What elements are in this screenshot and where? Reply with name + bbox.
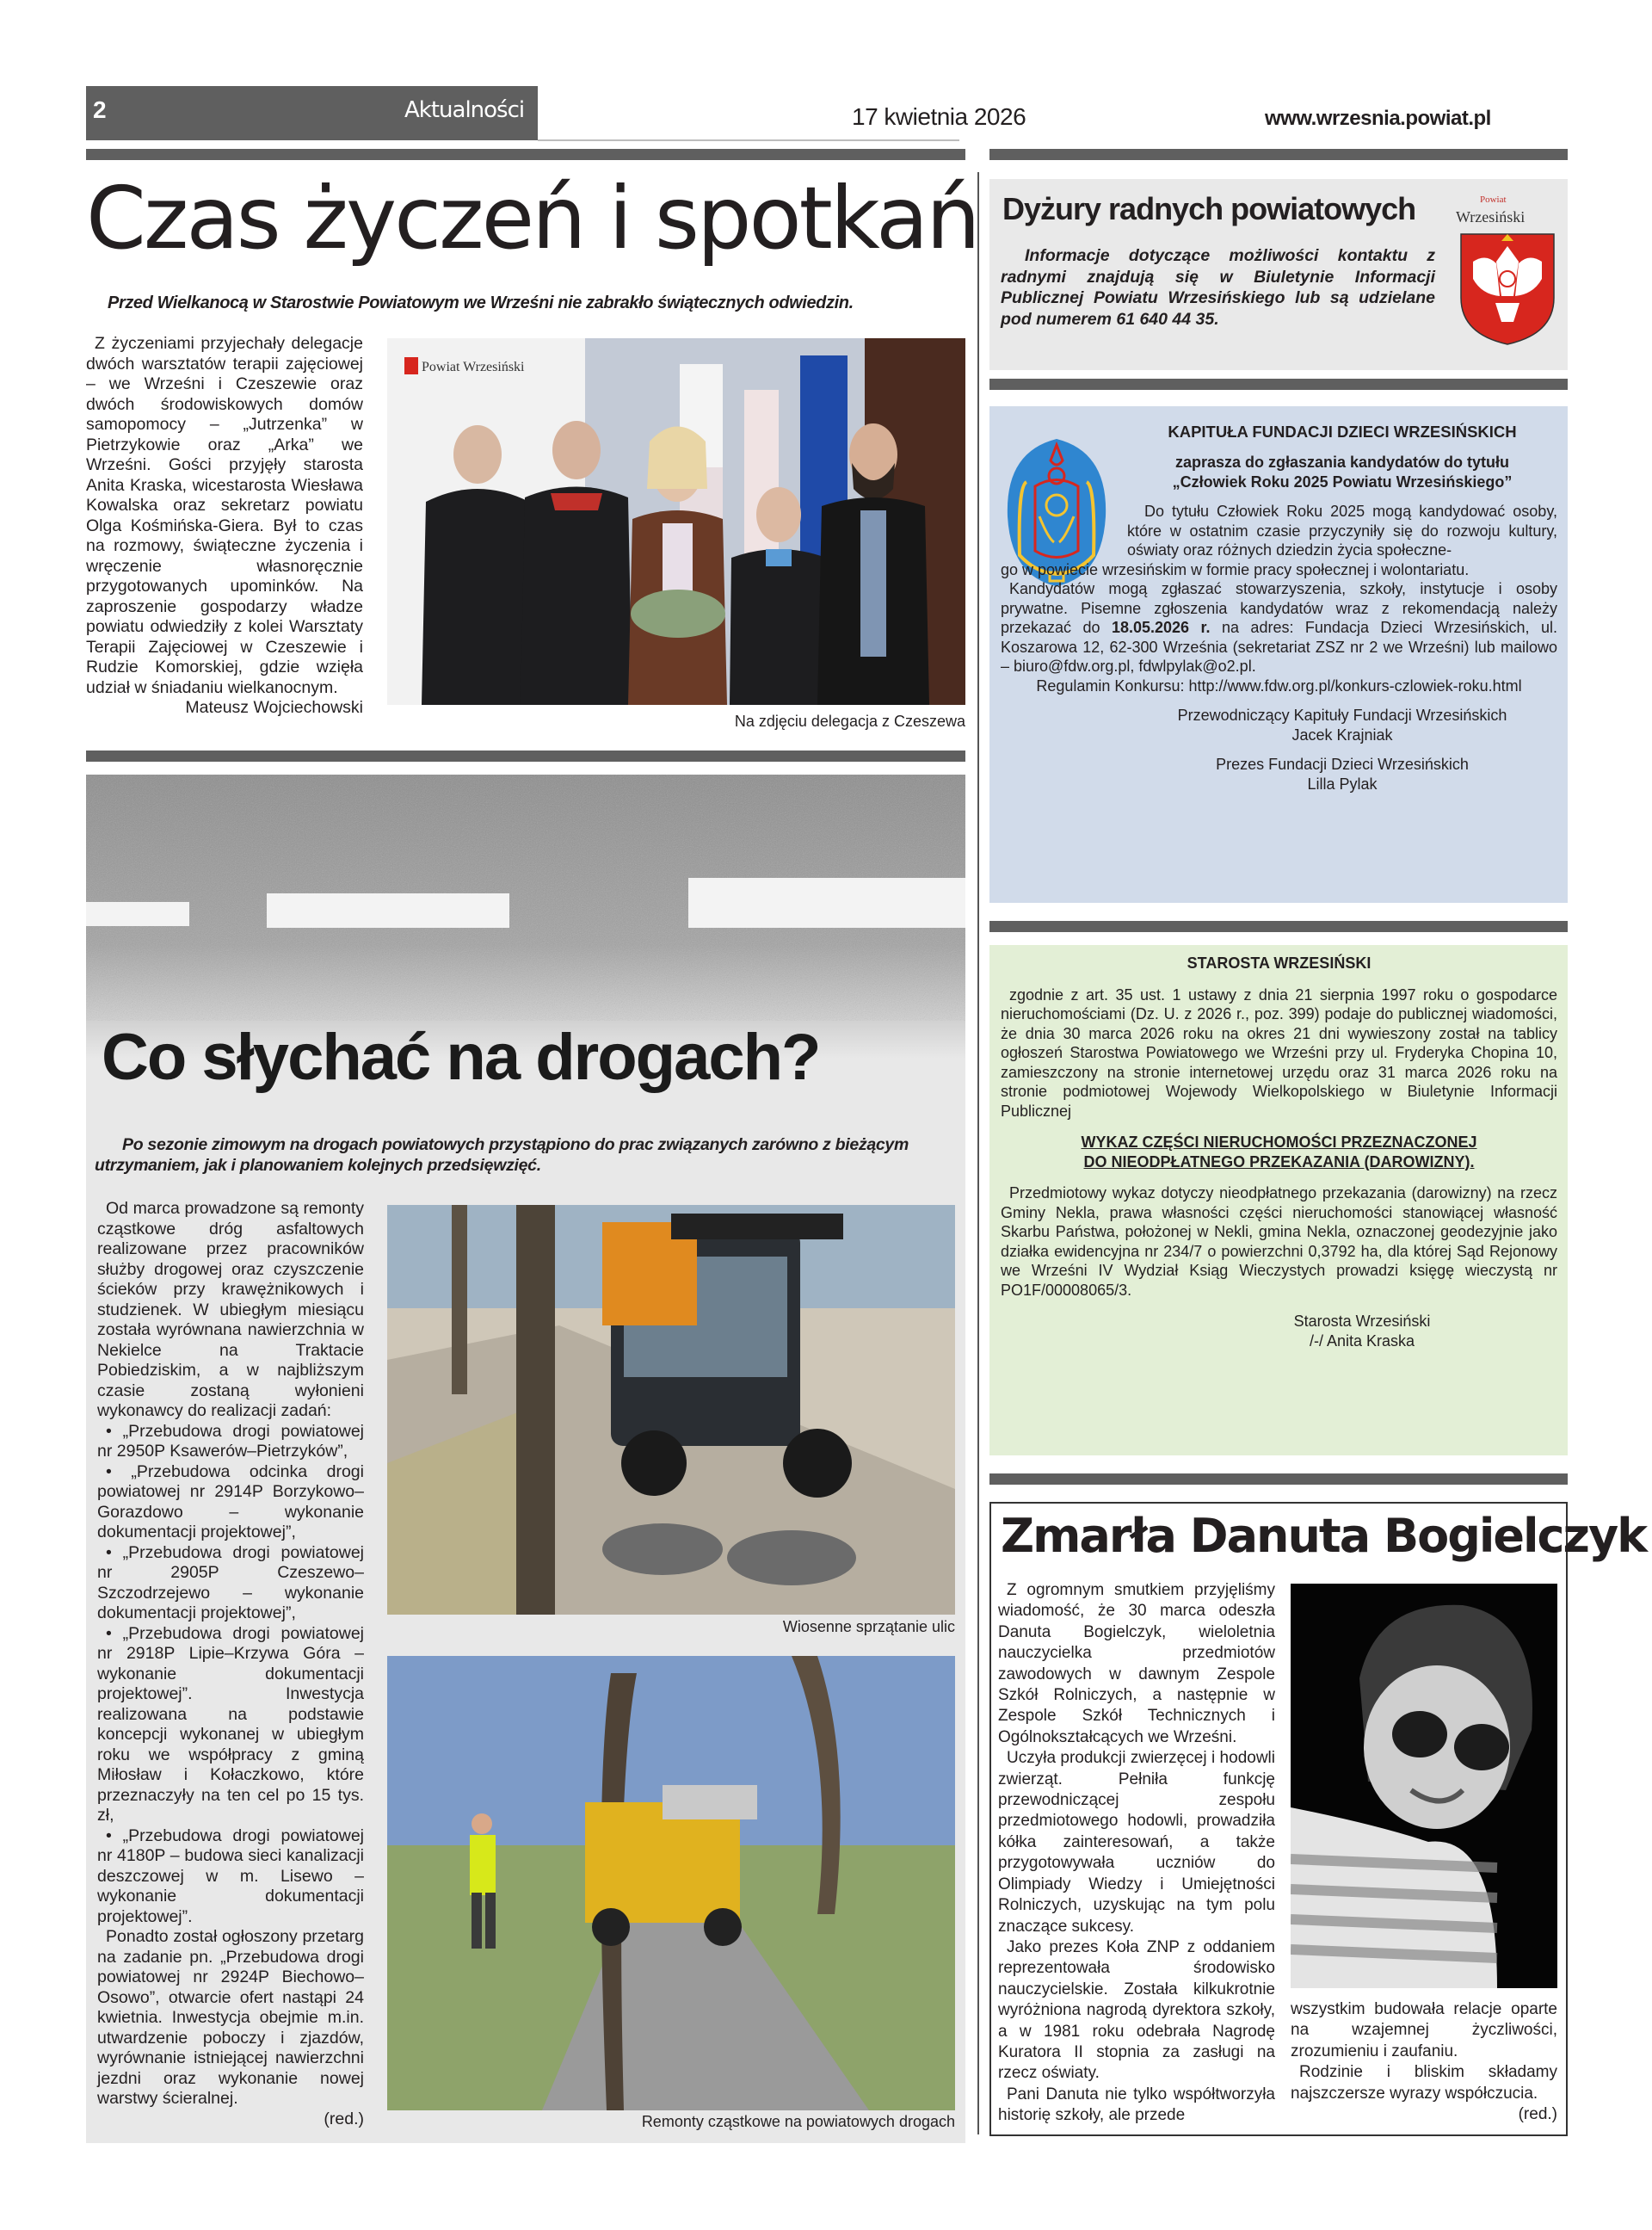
photo-caption: Remonty cząstkowe na powiatowych drogach [641, 2113, 955, 2130]
logo-small-text: Powiat [1480, 195, 1507, 205]
task-item: • „Przebudowa drogi powiatowej nr 2905P Czeszewo–Szczodrzejewo – wykonanie dokumentacji projektowej”, [97, 1542, 364, 1622]
article-title: Czas życzeń i spotkań [86, 168, 978, 269]
tree-trunk [516, 1205, 555, 1615]
article-body [86, 334, 363, 719]
obituary-paragraph: Z ogromnym smutkiem przyjęliśmy wiadomość, że 30 marca odeszła Danuta Bogielczyk, wieloletnia nauczycielka przedmiotów zawodowych w dawnym Zespole Szkół Rolniczych, a następnie w Zespole Szkół Technicznych i Ogólnokształcących we Wrześni. [998, 1581, 1275, 1746]
obituary-paragraph-continued: wszystkim budowała relacje oparte na wzajemnej życzliwości, zrozumieniu i zaufaniu. [1291, 2000, 1557, 2060]
signature-role: Starosta Wrzesiński [1293, 1313, 1431, 1330]
signature-name: /-/ Anita Kraska [1309, 1331, 1415, 1350]
divider-rule [989, 379, 1568, 390]
notice-title: Dyżury radnych powiatowych [1002, 191, 1416, 226]
obituary-paragraph: Jako prezes Koła ZNP z oddaniem reprezentowała środowisko nauczycielskie. Została kilkukrotnie wyróżniona nagrodą dyrektora szkoły, a w 1981 roku odebrała Nagrodę Kuratora II stopnia za zasługi na rzecz oświaty. [998, 1937, 1275, 2083]
foundation-paragraph [1001, 579, 1557, 676]
obituary-title: Zmarła Danuta Bogielczyk [1001, 1509, 1647, 1563]
header-underline [538, 139, 959, 141]
task-item: • „Przebudowa drogi powiatowej nr 2950P Ksawerów–Pietrzyków”, [97, 1421, 364, 1461]
starosta-paragraph: zgodnie z art. 35 ust. 1 ustawy z dnia 21 sierpnia 1997 roku o gospodarce nieruchomościami (Dz. U. z 2026 r., poz. 399) podaje do publicznej wiadomości, że dnia 30 marca 2026 roku na okres 21 dni wywieszony został na tablicy ogłoszeń Starostwa Powiatowego we Wrześni przy ul. Fryderyka Chopina 10, zamieszczony na stronie internetowej urzędu oraz 31 marca 2026 roku na stronie podmiotowej Wojewody Wielkopolskiego w Biuletynie Informacji Publicznej [1001, 985, 1557, 1120]
award-title: „Człowiek Roku 2025 Powiatu Wrzesińskiego” [1172, 473, 1513, 491]
crest-icon [404, 357, 418, 374]
article-author: (red.) [1518, 2105, 1557, 2124]
task-item: • „Przebudowa odcinka drogi powiatowej nr 2914P Borzykowo–Gorazdowo – wykonanie dokumentacji projektowej”, [97, 1461, 364, 1541]
article-lead: Po sezonie zimowym na drogach powiatowych przystąpiono do prac związanych zarówno z bieżącym utrzymaniem, jak i planowaniem kolejnych przedsięwzięć. [95, 1135, 909, 1175]
text-span: Kandydatów mogą zgłaszać stowarzyszenia, szkoły, instytucje i osoby prywatne. Pisemne zgłoszenia kandydatów wraz z rekomendacją należy przekazać do [1001, 580, 1557, 636]
deadline-date: 18.05.2026 r. [1111, 619, 1211, 636]
foundation-paragraph-continued: go w powiecie wrzesińskim w formie pracy społecznej i wolontariatu. [1001, 560, 1470, 578]
article-lead: Przed Wielkanocą w Starostwie Powiatowym we Wrześni nie zabrakło świątecznych odwiedzin. [108, 293, 854, 312]
portrait-photo [1291, 1584, 1557, 1988]
subheading-line: zaprasza do zgłaszania kandydatów do tytułu [1174, 454, 1510, 471]
obituary-body-continued [1291, 1999, 1557, 2125]
delegation-photo [387, 338, 965, 705]
section-title: Aktualności [404, 97, 525, 123]
wykaz-heading [1001, 1133, 1557, 1171]
signature-name: Jacek Krajniak [1291, 726, 1393, 744]
signature-block [1250, 1312, 1474, 1350]
signature-block [1127, 755, 1557, 794]
article-paragraph: Z życzeniami przyjechały delegacje dwóch warsztatów terapii zajęciowej – we Wrześni i Czeszewie oraz dwóch środowiskowych domów samopomocy – „Jutrzenka” w Pietrzykowie oraz „Arka” we Wrześni. Gości przyjęły starosta Anita Kraska, wicestarosta Wiesława Kowalska oraz sekretarz powiatu Olga Kośmińska-Giera. Był to czas na rozmowy, świąteczne życzenia i wręczenie własnoręcznie przygotowanych upominków. Na zaproszenie gospodarzy władze powiatu odwiedziły z kolei Warsztaty Terapii Zajęciowej w Czeszewie i Rudzie Komorskiej, gdzie wzięła udział w śniadaniu wielkanocnym. [86, 334, 363, 697]
photo-caption: Na zdjęciu delegacja z Czeszewa [734, 713, 965, 730]
obituary-paragraph: Rodzinie i bliskim składamy najszczersze wyrazy współczucia. [1291, 2063, 1557, 2103]
banner-logo-text: Powiat Wrzesiński [422, 360, 525, 374]
starosta-notice-content [1001, 954, 1557, 1350]
website-link[interactable]: www.wrzesnia.powiat.pl [1265, 107, 1491, 130]
lane-marking [267, 893, 509, 928]
foundation-subheading [1127, 453, 1557, 491]
task-item: • „Przebudowa drogi powiatowej nr 2918P Lipie–Krzywa Góra – wykonanie dokumentacji projektowej”. Inwestycja realizowana na podstawie koncepcji wykonanej w ubiegłym roku we współpracy z gminą Miłosław i Kołaczkowo, które przeznaczyły na ten cel po 15 tys. zł, [97, 1623, 364, 1825]
divider-rule [86, 149, 965, 160]
article-paragraph: Ponadto został ogłoszony przetarg na zadanie pn. „Przebudowa drogi powiatowej nr 2924P Biechowo–Osowo”, otwarcie ofert nastąpi 24 kwietnia. Inwestycja obejmie m.in. utwardzenie poboczy i zjazdów, wyrównanie istniejącej nawierzchni jezdni oraz wykonanie nowej warstwy ścieralnej. [97, 1927, 364, 2108]
article-author: (red.) [324, 2109, 364, 2128]
obituary-paragraph: Pani Danuta nie tylko współtworzyła historię szkoły, ale przede [998, 2085, 1275, 2125]
county-crest-icon [1454, 191, 1561, 348]
road-repair-photo [387, 1656, 955, 2110]
article-body [97, 1199, 364, 2129]
divider-rule [989, 921, 1568, 932]
article-title: Co słychać na drogach? [102, 1021, 820, 1094]
wykaz-line: DO NIEODPŁATNEGO PRZEKAZANIA (DAROWIZNY). [1083, 1152, 1475, 1171]
column-divider [977, 172, 979, 2134]
lane-marking [688, 878, 965, 928]
notice-text: Informacje dotyczące możliwości kontaktu z radnymi znajdują się w Biuletynie Informacji Publicznej Powiatu Wrzesińskiego lub są udzielane pod numerem 61 640 44 35. [1001, 246, 1435, 329]
signature-block [1127, 706, 1557, 744]
signature-name: Lilla Pylak [1307, 775, 1378, 793]
article-author: Mateusz Wojciechowski [185, 698, 363, 717]
obituary-body [998, 1580, 1275, 2127]
text-span: na adres: Fundacja Dzieci Wrzesińskich, ul. Koszarowa 12, 62-300 Września (sekretariat ZSZ nr 2 we Wrześni) lub mailowo – biuro@fdw.org.pl, fdwlpylak@o2.pl. [1001, 619, 1558, 675]
lane-marking [86, 902, 189, 926]
foundation-heading: KAPITUŁA FUNDACJI DZIECI WRZESIŃSKICH [1168, 423, 1517, 441]
page-number: 2 [93, 96, 107, 123]
issue-date: 17 kwietnia 2026 [852, 103, 1026, 130]
divider-rule [989, 1473, 1568, 1485]
starosta-heading: STAROSTA WRZESIŃSKI [1187, 954, 1372, 972]
logo-big-text: Wrzesiński [1456, 208, 1526, 225]
signature-role: Prezes Fundacji Dzieci Wrzesińskich [1216, 756, 1469, 773]
rules-link[interactable]: Regulamin Konkursu: http://www.fdw.org.pl/konkurs-czlowiek-roku.html [1036, 676, 1522, 695]
photo-caption: Wiosenne sprzątanie ulic [782, 1618, 955, 1635]
wykaz-line: WYKAZ CZĘŚCI NIERUCHOMOŚCI PRZEZNACZONEJ [1081, 1134, 1477, 1151]
divider-rule [989, 149, 1568, 160]
starosta-paragraph: Przedmiotowy wykaz dotyczy nieodpłatnego przekazania (darowizny) na rzecz Gminy Nekla, prawa własności części nieruchomości stanowiącej własność Skarbu Państwa, położonej w Nekli, gmina Nekla, oznaczonej geodezyjnie jako działka ewidencyjna nr 234/7 o powierzchni 0,3792 ha, dla której Sąd Rejonowy we Wrześni IV Wydział Ksiąg Wieczystych prowadzi księgę wieczystą nr PO1F/00008065/3. [1001, 1184, 1557, 1299]
article-paragraph: Od marca prowadzone są remonty cząstkowe dróg asfaltowych realizowane przez pracowników służby drogowej oraz czyszczenie ścieków przy krawężnikowych i studzienek. W ubiegłym miesiącu została wyrównana nawierzchnia w Nekielce na Traktacie Pobiedziskim, a w najbliższym czasie zostaną wyłonieni wykonawcy do realizacji zadań: [97, 1199, 364, 1420]
signature-role: Przewodniczący Kapituły Fundacji Wrzesińskich [1177, 707, 1507, 724]
task-item: • „Przebudowa drogi powiatowej nr 4180P – budowa sieci kanalizacji deszczowej w m. Lisewo – wykonanie dokumentacji projektowej”. [97, 1825, 364, 1926]
repair-machine [585, 1785, 757, 1946]
street-sweeper-photo [387, 1205, 955, 1615]
road-surface-hero-image [86, 775, 965, 1059]
obituary-paragraph: Uczyła produkcji zwierzęcej i hodowli zwierząt. Pełniła funkcję przewodniczącej zespołu przedmiotowego hodowli, prowadziła kółka zainteresowań, a także przygotowywała uczniów do Olimpiady Wiedzy i Umiejętności Rolniczych, uzyskując na tym polu znaczące sukcesy. [998, 1749, 1275, 1936]
foundation-paragraph: Do tytułu Człowiek Roku 2025 mogą kandydować osoby, które w ostatnim czasie przyczyniły się do rozwoju kultury, oświaty oraz różnych dziedzin życia społeczne- [1127, 503, 1557, 559]
foundation-notice-content [1001, 422, 1557, 794]
divider-rule [86, 751, 965, 762]
